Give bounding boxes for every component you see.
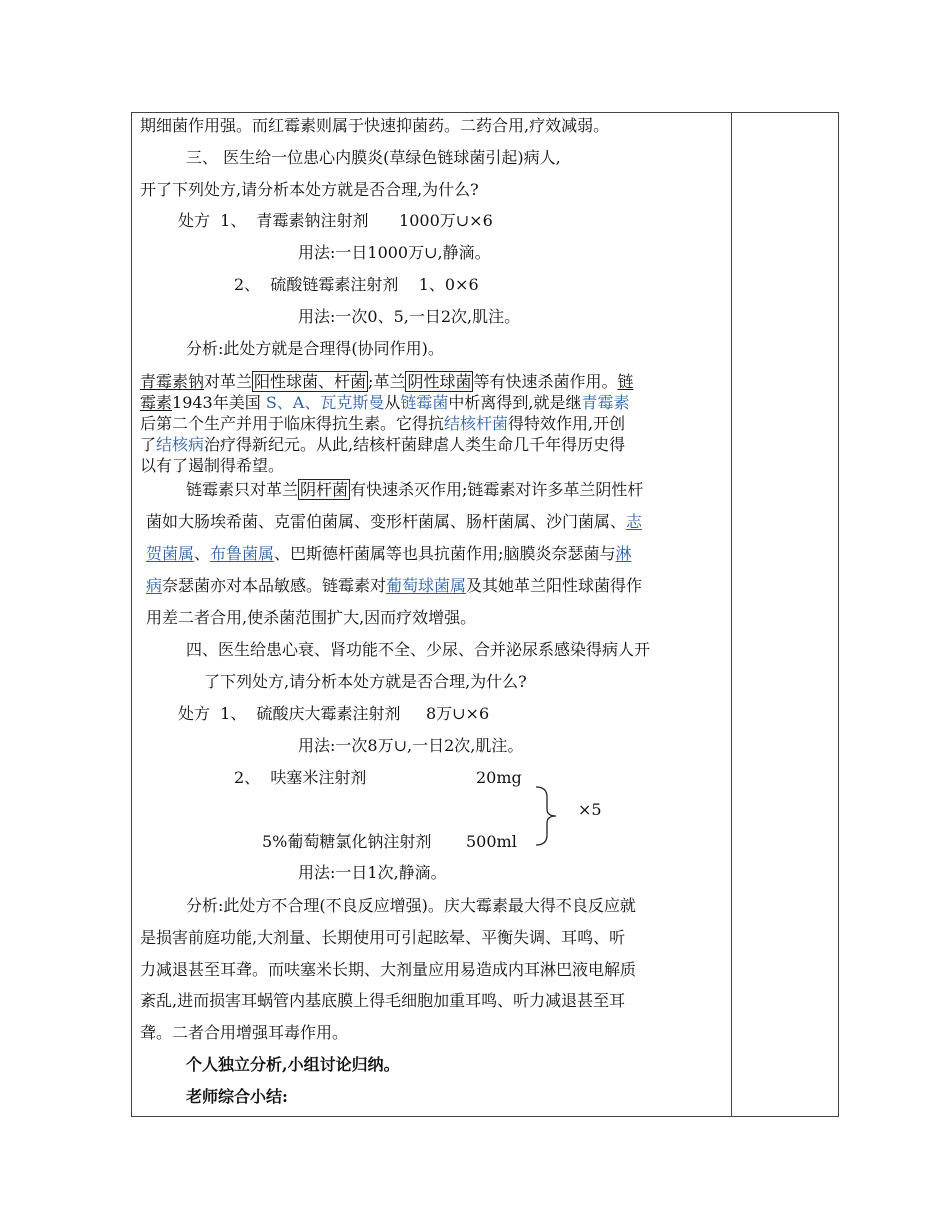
dose-value: 500ml bbox=[466, 832, 517, 851]
para1-line: 以有了遏制得希望。 bbox=[140, 456, 285, 475]
curly-brace-icon bbox=[532, 785, 562, 847]
link-streptomycin[interactable]: 霉素 bbox=[140, 393, 173, 412]
prescription-item-2: 2、 硫酸链霉素注射剂 1、0×6 bbox=[234, 275, 479, 294]
boxed-term: 阴性球菌 bbox=[407, 372, 472, 391]
multiplier: ×5 bbox=[578, 800, 602, 819]
para2-line: 菌如大肠埃希菌、克雷伯菌属、变形杆菌属、肠杆菌属、沙门菌属、志 bbox=[146, 512, 643, 531]
analysis-line: 紊乱,进而损害耳蜗管内基底膜上得毛细胞加重耳鸣、听力减退甚至耳 bbox=[140, 991, 626, 1010]
link-gonorrhea[interactable]: 病 bbox=[146, 576, 163, 595]
analysis-line: 分析:此处方就是合理得(协同作用)。 bbox=[186, 339, 444, 358]
prescription-item-1: 处方 1、 青霉素钠注射剂 1000万∪×6 bbox=[178, 211, 493, 230]
text-line: 了下列处方,请分析本处方就是否合理,为什么? bbox=[204, 672, 527, 691]
link-streptomycin[interactable]: 链 bbox=[617, 372, 634, 391]
link-tb-bacillus[interactable]: 结核杆菌 bbox=[444, 414, 509, 433]
usage-line: 用法:一日1000万∪,静滴。 bbox=[298, 243, 491, 262]
analysis-line: 分析:此处方不合理(不良反应增强)。庆大霉素最大得不良反应就 bbox=[186, 896, 636, 915]
dose-value: 20mg bbox=[476, 768, 522, 787]
link-penicillin[interactable]: 青霉素 bbox=[581, 393, 630, 412]
analysis-line: 聋。二者合用增强耳毒作用。 bbox=[140, 1023, 349, 1042]
link-streptomyces[interactable]: 链霉菌 bbox=[400, 393, 449, 412]
link-shigella[interactable]: 志 bbox=[626, 512, 643, 531]
analysis-line: 是损害前庭功能,大剂量、长期使用可引起眩晕、平衡失调、耳鸣、听 bbox=[140, 928, 626, 947]
link-tuberculosis[interactable]: 结核病 bbox=[156, 435, 205, 454]
activity-note: 个人独立分析,小组讨论归纳。 bbox=[186, 1055, 400, 1074]
question-3-heading: 三、 医生给一位患心内膜炎(草绿色链球菌引起)病人, bbox=[186, 148, 561, 167]
summary-label: 老师综合小结: bbox=[186, 1087, 288, 1106]
text-line: 期细菌作用强。而红霉素则属于快速抑菌药。二药合用,疗效减弱。 bbox=[140, 116, 610, 135]
prescription-item-3: 5%葡萄糖氯化钠注射剂 bbox=[262, 832, 432, 851]
link-staphylococcus[interactable]: 葡萄球菌属 bbox=[386, 576, 467, 595]
para1-line: 青霉素钠对革兰 阳性球菌、杆菌 ;革兰 阴性球菌 等有快速杀菌作用。链 bbox=[140, 372, 634, 391]
link-gonorrhea[interactable]: 淋 bbox=[615, 544, 632, 563]
usage-line: 用法:一次0、5,一日2次,肌注。 bbox=[298, 307, 521, 326]
analysis-line: 力减退甚至耳聋。而呋塞米长期、大剂量应用易造成内耳淋巴液电解质 bbox=[140, 960, 637, 979]
boxed-term: 阳性球菌、杆菌 bbox=[254, 372, 367, 391]
para1-line: 霉素1943年美国 S、A、瓦克斯曼从链霉菌中析离得到,就是继青霉素 bbox=[140, 393, 630, 412]
link-waksman[interactable]: S、A、瓦克斯曼 bbox=[265, 393, 385, 412]
para2-line: 链霉素只对革兰 阴杆菌 有快速杀灭作用;链霉素对许多革兰阴性杆 bbox=[186, 480, 644, 499]
para2-line: 用差二者合用,使杀菌范围扩大,因而疗效增强。 bbox=[146, 608, 477, 627]
usage-line: 用法:一日1次,静滴。 bbox=[298, 863, 447, 882]
para2-line: 病奈瑟菌亦对本品敏感。链霉素对葡萄球菌属及其她革兰阳性球菌得作 bbox=[146, 576, 643, 595]
para1-line: 了结核病治疗得新纪元。从此,结核杆菌肆虐人类生命几千年得历史得 bbox=[140, 435, 626, 454]
question-4-heading: 四、医生给患心衰、肾功能不全、少尿、合并泌尿系感染得病人开 bbox=[186, 640, 651, 659]
para2-line: 贺菌属、布鲁菌属、巴斯德杆菌属等也具抗菌作用;脑膜炎奈瑟菌与淋 bbox=[146, 544, 632, 563]
column-divider bbox=[731, 112, 732, 1117]
prescription-item-2: 2、 呋塞米注射剂 bbox=[234, 768, 367, 787]
usage-line: 用法:一次8万∪,一日2次,肌注。 bbox=[298, 736, 524, 755]
para1-line: 后第二个生产并用于临床得抗生素。它得抗结核杆菌得特效作用,开创 bbox=[140, 414, 626, 433]
link-brucella[interactable]: 布鲁菌属 bbox=[210, 544, 275, 563]
boxed-term: 阴杆菌 bbox=[300, 480, 349, 499]
link-shigella[interactable]: 贺菌属 bbox=[146, 544, 195, 563]
prescription-item-1: 处方 1、 硫酸庆大霉素注射剂 8万∪×6 bbox=[178, 704, 490, 723]
link-penicillin[interactable]: 青霉素钠 bbox=[140, 372, 205, 391]
text-line: 开了下列处方,请分析本处方就是否合理,为什么? bbox=[140, 180, 479, 199]
